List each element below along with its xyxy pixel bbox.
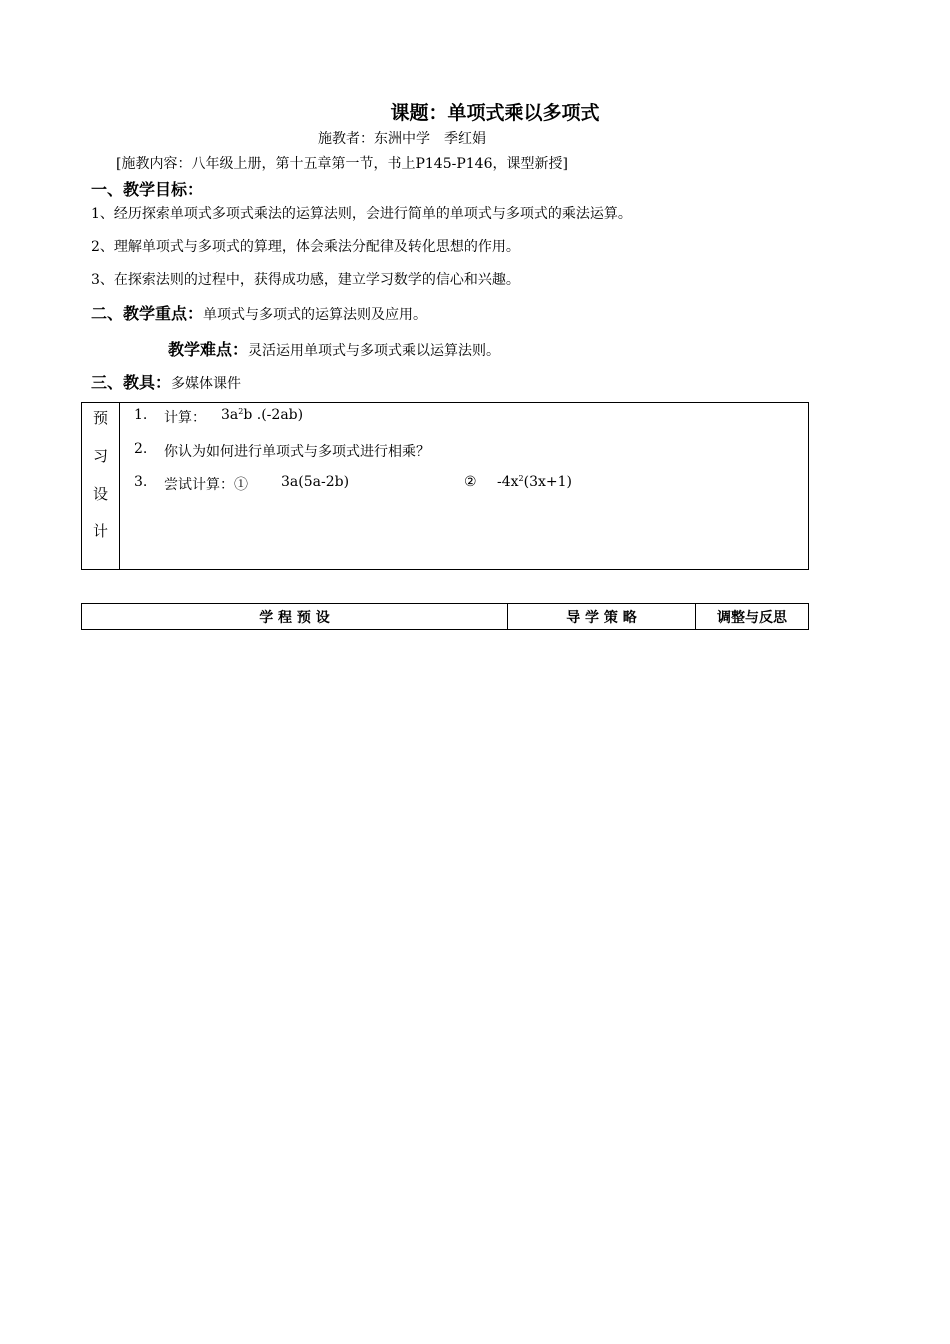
side-char: 预 <box>92 409 108 427</box>
expr-rest: (3x+1) <box>523 474 573 490</box>
tools-line <box>91 370 241 393</box>
key-points-heading: 二、教学重点： <box>91 304 204 323</box>
preview-side-label <box>82 403 120 569</box>
key-points-text: 单项式与多项式的运算法则及应用。 <box>203 307 428 323</box>
expr-base: 3a <box>221 407 239 423</box>
tools-heading: 三、教具： <box>91 373 172 392</box>
preview-item-1-expression <box>221 407 303 423</box>
preview-item-2-text: 你认为如何进行单项式与多项式进行相乘？ <box>164 444 430 460</box>
difficulties-heading: 教学难点： <box>168 340 249 359</box>
preview-item-1-label: 计算： <box>164 410 206 426</box>
preview-design-box <box>81 402 809 570</box>
expr-rest: b .(-2ab) <box>243 407 304 423</box>
objective-item-1: 1、经历探索单项式多项式乘法的运算法则，会进行简单的单项式与多项式的乘法运算。 <box>91 206 632 222</box>
side-char: 设 <box>92 485 108 503</box>
preview-item-3-label: 尝试计算：① <box>164 477 248 493</box>
header-cell-adjustment-reflection: 调整与反思 <box>695 604 808 629</box>
preview-item-3-expression-1: 3a(5a-2b) <box>281 474 350 490</box>
preview-item-3-marker-2: ② <box>464 474 477 490</box>
teacher-line: 施教者：东洲中学 季红娟 <box>318 131 486 147</box>
difficulties-text: 灵活运用单项式与多项式乘以运算法则。 <box>248 343 501 359</box>
side-char: 习 <box>92 447 108 465</box>
preview-item-1-number: 1. <box>134 407 148 423</box>
header-cell-learning-process: 学 程 预 设 <box>259 609 330 626</box>
objective-item-2: 2、理解单项式与多项式的算理，体会乘法分配律及转化思想的作用。 <box>91 239 520 255</box>
difficulties-line <box>168 337 500 360</box>
expr-exponent: 2 <box>518 474 524 483</box>
objectives-heading: 一、教学目标： <box>91 180 204 199</box>
page-title: 课题：单项式乘以多项式 <box>390 102 600 124</box>
header-cell-guidance-strategy: 导 学 策 略 <box>507 604 695 629</box>
side-char: 计 <box>92 522 108 540</box>
preview-item-2-number: 2. <box>134 441 148 457</box>
objective-item-3: 3、在探索法则的过程中，获得成功感，建立学习数学的信心和兴趣。 <box>91 272 520 288</box>
preview-item-3-number: 3. <box>134 474 148 490</box>
expr-exponent: 2 <box>238 407 244 416</box>
lesson-plan-header-table <box>81 603 809 630</box>
tools-text: 多媒体课件 <box>171 376 242 392</box>
preview-item-3-expression-2 <box>497 474 572 490</box>
key-points-line <box>91 301 427 324</box>
teaching-content-line: [施教内容：八年级上册，第十五章第一节，书上P145-P146，课型新授] <box>116 156 568 172</box>
expr-base: -4x <box>497 474 519 490</box>
